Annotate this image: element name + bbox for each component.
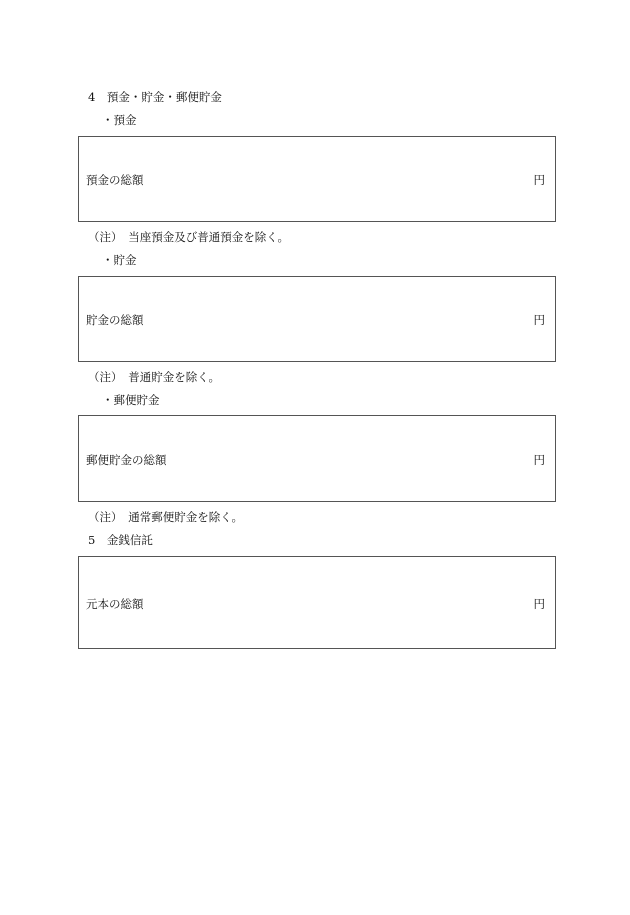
deposit-unit: 円 [533, 173, 545, 187]
deposit-total-field[interactable] [78, 136, 556, 222]
savings-unit: 円 [533, 313, 545, 327]
postal-note: （注） 通常郵便貯金を除く。 [88, 510, 244, 524]
deposit-total-label: 預金の総額 [86, 173, 144, 187]
postal-unit: 円 [533, 453, 545, 467]
trust-principal-field[interactable] [78, 556, 556, 649]
savings-total-label: 貯金の総額 [86, 313, 144, 327]
trust-principal-label: 元本の総額 [86, 597, 144, 611]
savings-total-field[interactable] [78, 276, 556, 362]
deposit-subheading: ・預金 [102, 113, 137, 127]
section-5-heading: 5 金銭信託 [88, 533, 153, 547]
trust-unit: 円 [533, 597, 545, 611]
savings-subheading: ・貯金 [102, 253, 137, 267]
savings-note: （注） 普通貯金を除く。 [88, 370, 221, 384]
postal-subheading: ・郵便貯金 [102, 393, 160, 407]
postal-total-field[interactable] [78, 415, 556, 502]
postal-total-label: 郵便貯金の総額 [86, 453, 167, 467]
deposit-note: （注） 当座預金及び普通預金を除く。 [88, 230, 290, 244]
section-4-heading: 4 預金・貯金・郵便貯金 [88, 90, 222, 104]
